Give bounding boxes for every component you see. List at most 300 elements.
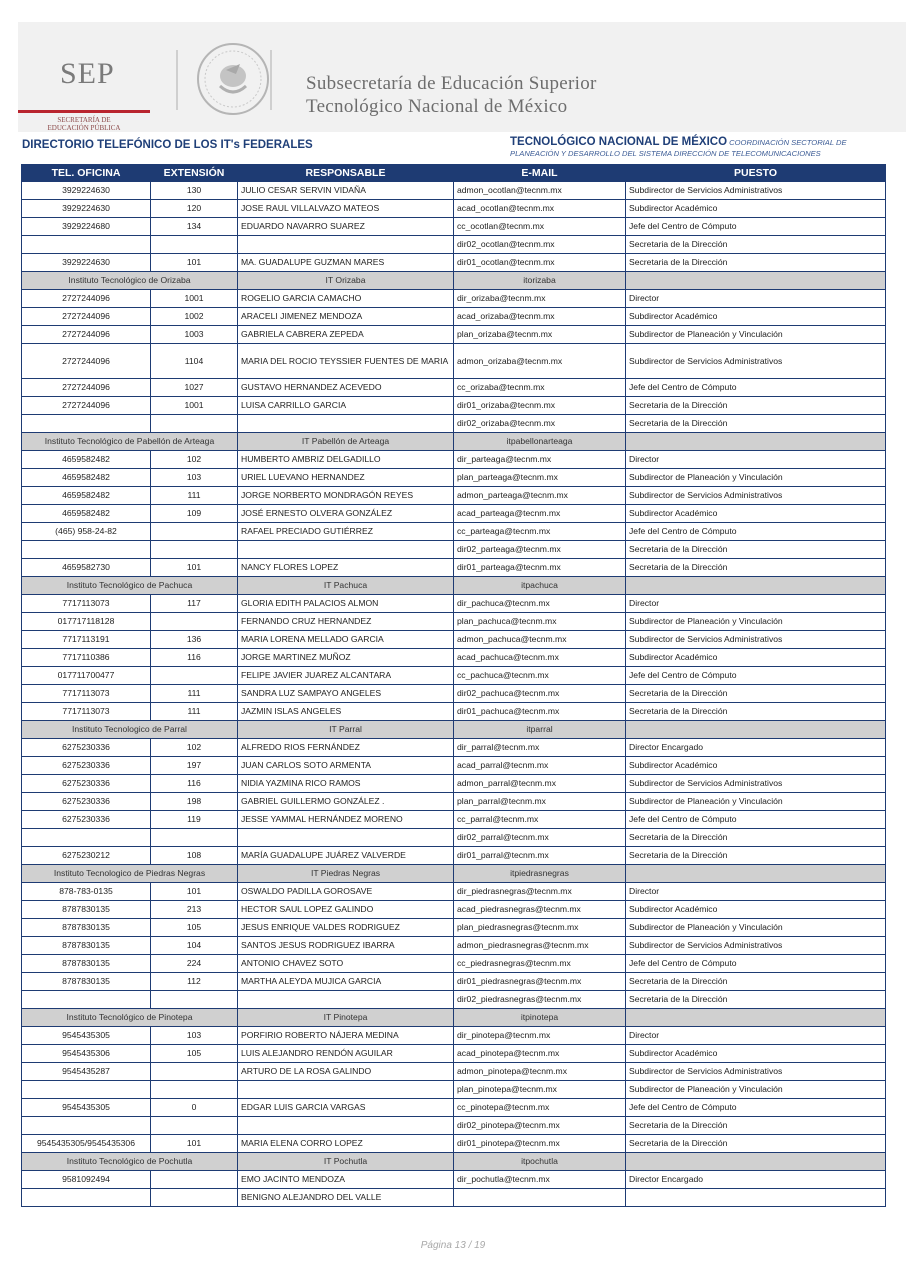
cell-puesto: Subdirector Académico: [626, 200, 886, 218]
cell-tel: 9545435287: [22, 1063, 151, 1081]
cell-puesto: Director Encargado: [626, 1171, 886, 1189]
table-row: [22, 631, 886, 649]
cell-responsable: ARTURO DE LA ROSA GALINDO: [238, 1063, 454, 1081]
cell-ext: [151, 1117, 238, 1135]
cell-ext: 1027: [151, 379, 238, 397]
institute-row: [22, 721, 886, 739]
table-row: [22, 955, 886, 973]
cell-responsable: URIEL LUEVANO HERNANDEZ: [238, 469, 454, 487]
cell-email[interactable]: dir_parral@tecnm.mx: [454, 739, 626, 757]
cell-puesto: Subdirector Académico: [626, 505, 886, 523]
cell-responsable: JORGE MARTINEZ MUÑOZ: [238, 649, 454, 667]
cell-puesto: Subdirector de Planeación y Vinculación: [626, 793, 886, 811]
table-row: [22, 811, 886, 829]
cell-puesto: Secretaria de la Dirección: [626, 559, 886, 577]
cell-tel: 4659582482: [22, 505, 151, 523]
cell-ext: 198: [151, 793, 238, 811]
cell-ext: [151, 829, 238, 847]
table-row: [22, 649, 886, 667]
cell-ext: [151, 541, 238, 559]
cell-puesto: Secretaria de la Dirección: [626, 991, 886, 1009]
cell-responsable: GUSTAVO HERNANDEZ ACEVEDO: [238, 379, 454, 397]
cell-ext: 213: [151, 901, 238, 919]
cell-tel: 7717110386: [22, 649, 151, 667]
table-body: [22, 182, 886, 1207]
cell-puesto: Secretaria de la Dirección: [626, 829, 886, 847]
institute-name: Instituto Tecnológico de Pinotepa: [22, 1009, 238, 1027]
table-row: [22, 1063, 886, 1081]
cell-email[interactable]: dir_pinotepa@tecnm.mx: [454, 1027, 626, 1045]
column-header-tel: TEL. OFICINA: [22, 165, 151, 182]
cell-tel: 6275230336: [22, 739, 151, 757]
cell-ext: 1002: [151, 308, 238, 326]
column-header-email: E-MAIL: [454, 165, 626, 182]
cell-puesto: Subdirector Académico: [626, 1045, 886, 1063]
cell-email[interactable]: dir_orizaba@tecnm.mx: [454, 290, 626, 308]
institute-domain: itpochutla: [454, 1153, 626, 1171]
cell-tel: 2727244096: [22, 326, 151, 344]
cell-email[interactable]: dir01_ocotlan@tecnm.mx: [454, 254, 626, 272]
institute-domain: itparral: [454, 721, 626, 739]
empty-cell: [626, 1009, 886, 1027]
cell-puesto: Director: [626, 1027, 886, 1045]
cell-tel: 8787830135: [22, 919, 151, 937]
column-header-responsable: RESPONSABLE: [238, 165, 454, 182]
cell-puesto: Subdirector Académico: [626, 649, 886, 667]
table-row: [22, 703, 886, 721]
cell-tel: 7717113073: [22, 595, 151, 613]
cell-puesto: Jefe del Centro de Cómputo: [626, 1099, 886, 1117]
cell-puesto: Director: [626, 451, 886, 469]
cell-responsable: RAFAEL PRECIADO GUTIÉRREZ: [238, 523, 454, 541]
cell-email[interactable]: cc_parral@tecnm.mx: [454, 811, 626, 829]
cell-email[interactable]: cc_pinotepa@tecnm.mx: [454, 1099, 626, 1117]
cell-email[interactable]: dir_pachuca@tecnm.mx: [454, 595, 626, 613]
cell-email[interactable]: dir_piedrasnegras@tecnm.mx: [454, 883, 626, 901]
cell-tel: 9545435305/9545435306: [22, 1135, 151, 1153]
table-row: [22, 523, 886, 541]
cell-tel: 2727244096: [22, 308, 151, 326]
cell-tel: [22, 1189, 151, 1207]
cell-puesto: [626, 1189, 886, 1207]
institute-name: Instituto Tecnologico de Piedras Negras: [22, 865, 238, 883]
cell-email[interactable]: cc_ocotlan@tecnm.mx: [454, 218, 626, 236]
cell-tel: 7717113073: [22, 703, 151, 721]
cell-email[interactable]: plan_pachuca@tecnm.mx: [454, 613, 626, 631]
cell-tel: 4659582730: [22, 559, 151, 577]
cell-puesto: Subdirector de Planeación y Vinculación: [626, 469, 886, 487]
cell-responsable: [238, 1081, 454, 1099]
cell-ext: 111: [151, 703, 238, 721]
cell-ext: 224: [151, 955, 238, 973]
cell-responsable: ROGELIO GARCIA CAMACHO: [238, 290, 454, 308]
cell-tel: [22, 1081, 151, 1099]
cell-responsable: PORFIRIO ROBERTO NÁJERA MEDINA: [238, 1027, 454, 1045]
directory-title: DIRECTORIO TELEFÓNICO DE LOS IT's FEDERALES: [22, 139, 313, 151]
cell-email[interactable]: acad_pachuca@tecnm.mx: [454, 649, 626, 667]
cell-responsable: JOSE RAUL VILLALVAZO MATEOS: [238, 200, 454, 218]
tecnm-title: TECNOLÓGICO NACIONAL DE MÉXICO: [510, 136, 728, 148]
cell-ext: 104: [151, 937, 238, 955]
cell-ext: 109: [151, 505, 238, 523]
cell-email[interactable]: plan_parteaga@tecnm.mx: [454, 469, 626, 487]
cell-email[interactable]: dir02_orizaba@tecnm.mx: [454, 415, 626, 433]
national-seal-icon: [196, 42, 270, 116]
cell-ext: 130: [151, 182, 238, 200]
institute-short-name: IT Pinotepa: [238, 1009, 454, 1027]
cell-tel: [22, 829, 151, 847]
cell-ext: [151, 236, 238, 254]
cell-responsable: NANCY FLORES LOPEZ: [238, 559, 454, 577]
cell-ext: 116: [151, 649, 238, 667]
cell-responsable: EDGAR LUIS GARCIA VARGAS: [238, 1099, 454, 1117]
logo-divider: [176, 50, 178, 110]
cell-tel: (465) 958-24-82: [22, 523, 151, 541]
cell-ext: 101: [151, 559, 238, 577]
cell-puesto: Director: [626, 883, 886, 901]
table-row: [22, 991, 886, 1009]
cell-email[interactable]: admon_orizaba@tecnm.mx: [454, 344, 626, 379]
institute-name: Instituto Tecnológico de Pochutla: [22, 1153, 238, 1171]
sep-logo-subtitle: SECRETARÍA DE EDUCACIÓN PÚBLICA: [47, 116, 121, 132]
cell-ext: [151, 1189, 238, 1207]
column-header-ext: EXTENSIÓN: [151, 165, 238, 182]
cell-responsable: EDUARDO NAVARRO SUAREZ: [238, 218, 454, 236]
cell-email: [454, 1189, 626, 1207]
table-row: [22, 541, 886, 559]
cell-puesto: Secretaria de la Dirección: [626, 254, 886, 272]
sep-logo-text: SEP: [60, 57, 115, 90]
tecnm-heading: [510, 137, 886, 159]
table-row: [22, 595, 886, 613]
table-row: [22, 1099, 886, 1117]
directory-table: [21, 164, 886, 1207]
cell-email[interactable]: acad_parral@tecnm.mx: [454, 757, 626, 775]
cell-puesto: Subdirector de Servicios Administrativos: [626, 937, 886, 955]
cell-email[interactable]: acad_parteaga@tecnm.mx: [454, 505, 626, 523]
banner-line-1: Subsecretaría de Educación Superior: [306, 73, 597, 94]
cell-ext: [151, 667, 238, 685]
table-row: [22, 326, 886, 344]
institute-name: Instituto Tecnológico de Pabellón de Arteaga: [22, 433, 238, 451]
cell-puesto: Secretaria de la Dirección: [626, 397, 886, 415]
cell-email[interactable]: cc_pachuca@tecnm.mx: [454, 667, 626, 685]
cell-responsable: GABRIEL GUILLERMO GONZÁLEZ .: [238, 793, 454, 811]
institute-short-name: IT Pochutla: [238, 1153, 454, 1171]
cell-responsable: MARIA LORENA MELLADO GARCIA: [238, 631, 454, 649]
cell-email[interactable]: plan_pinotepa@tecnm.mx: [454, 1081, 626, 1099]
cell-email[interactable]: plan_orizaba@tecnm.mx: [454, 326, 626, 344]
cell-tel: 6275230336: [22, 775, 151, 793]
cell-responsable: JAZMIN ISLAS ANGELES: [238, 703, 454, 721]
empty-cell: [626, 865, 886, 883]
cell-responsable: GLORIA EDITH PALACIOS ALMON: [238, 595, 454, 613]
cell-puesto: Secretaria de la Dirección: [626, 1135, 886, 1153]
cell-ext: 136: [151, 631, 238, 649]
cell-responsable: MARIA DEL ROCIO TEYSSIER FUENTES DE MARIA: [238, 344, 454, 379]
cell-ext: [151, 613, 238, 631]
seal-divider: [270, 50, 272, 110]
cell-ext: 119: [151, 811, 238, 829]
cell-tel: [22, 236, 151, 254]
cell-responsable: MARIA ELENA CORRO LOPEZ: [238, 1135, 454, 1153]
cell-email[interactable]: plan_piedrasnegras@tecnm.mx: [454, 919, 626, 937]
cell-responsable: MARÍA GUADALUPE JUÁREZ VALVERDE: [238, 847, 454, 865]
cell-ext: 101: [151, 1135, 238, 1153]
cell-tel: 2727244096: [22, 344, 151, 379]
cell-tel: 8787830135: [22, 901, 151, 919]
cell-tel: 9545435305: [22, 1027, 151, 1045]
cell-puesto: Subdirector de Servicios Administrativos: [626, 631, 886, 649]
table-row: [22, 236, 886, 254]
institute-domain: itpinotepa: [454, 1009, 626, 1027]
cell-email[interactable]: cc_piedrasnegras@tecnm.mx: [454, 955, 626, 973]
sep-logo: [18, 22, 178, 132]
table-row: [22, 613, 886, 631]
cell-tel: 9581092494: [22, 1171, 151, 1189]
cell-tel: 9545435306: [22, 1045, 151, 1063]
table-row: [22, 829, 886, 847]
cell-ext: 117: [151, 595, 238, 613]
banner-line-2: Tecnológico Nacional de México: [306, 96, 568, 117]
cell-email[interactable]: acad_orizaba@tecnm.mx: [454, 308, 626, 326]
cell-responsable: LUIS ALEJANDRO RENDÓN AGUILAR: [238, 1045, 454, 1063]
cell-tel: 8787830135: [22, 937, 151, 955]
cell-email[interactable]: dir_pochutla@tecnm.mx: [454, 1171, 626, 1189]
cell-responsable: LUISA CARRILLO GARCIA: [238, 397, 454, 415]
cell-email[interactable]: dir_parteaga@tecnm.mx: [454, 451, 626, 469]
cell-puesto: Director: [626, 290, 886, 308]
cell-puesto: Jefe del Centro de Cómputo: [626, 218, 886, 236]
table-row: [22, 883, 886, 901]
cell-puesto: Secretaria de la Dirección: [626, 415, 886, 433]
cell-puesto: Subdirector de Servicios Administrativos: [626, 182, 886, 200]
cell-email[interactable]: plan_parral@tecnm.mx: [454, 793, 626, 811]
cell-email[interactable]: dir01_piedrasnegras@tecnm.mx: [454, 973, 626, 991]
cell-ext: 102: [151, 451, 238, 469]
table-row: [22, 1171, 886, 1189]
cell-puesto: Secretaria de la Dirección: [626, 1117, 886, 1135]
cell-responsable: GABRIELA CABRERA ZEPEDA: [238, 326, 454, 344]
cell-responsable: [238, 236, 454, 254]
cell-ext: 111: [151, 685, 238, 703]
table-row: [22, 379, 886, 397]
cell-ext: 1104: [151, 344, 238, 379]
cell-responsable: JESUS ENRIQUE VALDES RODRIGUEZ: [238, 919, 454, 937]
table-row: [22, 775, 886, 793]
institute-row: [22, 577, 886, 595]
cell-tel: 6275230336: [22, 811, 151, 829]
cell-email[interactable]: dir02_parteaga@tecnm.mx: [454, 541, 626, 559]
cell-puesto: Subdirector de Planeación y Vinculación: [626, 1081, 886, 1099]
cell-responsable: [238, 829, 454, 847]
cell-responsable: ANTONIO CHAVEZ SOTO: [238, 955, 454, 973]
cell-ext: [151, 1171, 238, 1189]
institute-name: Instituto Tecnológico de Orizaba: [22, 272, 238, 290]
cell-tel: [22, 541, 151, 559]
cell-email[interactable]: cc_orizaba@tecnm.mx: [454, 379, 626, 397]
cell-ext: [151, 523, 238, 541]
tecnm-subtitle: COORDINACIÓN SECTORIAL DE PLANEACIÓN Y DESARROLLO DEL SISTEMA DIRECCIÓN DE TELECOMUNICACIONES: [510, 138, 847, 158]
table-row: [22, 415, 886, 433]
cell-puesto: Subdirector Académico: [626, 901, 886, 919]
cell-email[interactable]: dir02_parral@tecnm.mx: [454, 829, 626, 847]
cell-puesto: Subdirector de Servicios Administrativos: [626, 1063, 886, 1081]
cell-email[interactable]: cc_parteaga@tecnm.mx: [454, 523, 626, 541]
cell-puesto: Secretaria de la Dirección: [626, 685, 886, 703]
cell-email[interactable]: acad_pinotepa@tecnm.mx: [454, 1045, 626, 1063]
table-row: [22, 847, 886, 865]
cell-email[interactable]: acad_ocotlan@tecnm.mx: [454, 200, 626, 218]
cell-tel: 6275230212: [22, 847, 151, 865]
cell-responsable: JULIO CESAR SERVIN VIDAÑA: [238, 182, 454, 200]
cell-email[interactable]: dir01_pinotepa@tecnm.mx: [454, 1135, 626, 1153]
cell-email[interactable]: admon_pachuca@tecnm.mx: [454, 631, 626, 649]
table-row: [22, 685, 886, 703]
cell-email[interactable]: dir02_ocotlan@tecnm.mx: [454, 236, 626, 254]
sep-logo-bar: [18, 110, 150, 113]
cell-ext: 197: [151, 757, 238, 775]
cell-email[interactable]: dir01_parral@tecnm.mx: [454, 847, 626, 865]
table-row: [22, 1135, 886, 1153]
institute-short-name: IT Parral: [238, 721, 454, 739]
cell-puesto: Subdirector de Planeación y Vinculación: [626, 613, 886, 631]
cell-ext: 0: [151, 1099, 238, 1117]
table-row: [22, 487, 886, 505]
cell-responsable: [238, 415, 454, 433]
cell-ext: [151, 1063, 238, 1081]
cell-puesto: Jefe del Centro de Cómputo: [626, 667, 886, 685]
cell-tel: 4659582482: [22, 451, 151, 469]
institute-short-name: IT Pachuca: [238, 577, 454, 595]
institute-short-name: IT Piedras Negras: [238, 865, 454, 883]
cell-tel: 2727244096: [22, 290, 151, 308]
cell-puesto: Director Encargado: [626, 739, 886, 757]
cell-puesto: Subdirector de Servicios Administrativos: [626, 487, 886, 505]
cell-tel: 3929224630: [22, 200, 151, 218]
cell-responsable: MARTHA ALEYDA MUJICA GARCIA: [238, 973, 454, 991]
cell-tel: [22, 415, 151, 433]
cell-puesto: Secretaria de la Dirección: [626, 541, 886, 559]
table-header-row: [22, 165, 886, 182]
table-row: [22, 451, 886, 469]
cell-tel: 3929224630: [22, 254, 151, 272]
cell-responsable: [238, 1117, 454, 1135]
cell-tel: 3929224630: [22, 182, 151, 200]
table-row: [22, 218, 886, 236]
table-row: [22, 793, 886, 811]
cell-ext: 101: [151, 254, 238, 272]
table-row: [22, 1081, 886, 1099]
table-row: [22, 290, 886, 308]
cell-responsable: JORGE NORBERTO MONDRAGÓN REYES: [238, 487, 454, 505]
cell-responsable: SANTOS JESUS RODRIGUEZ IBARRA: [238, 937, 454, 955]
institute-row: [22, 865, 886, 883]
table-row: [22, 505, 886, 523]
cell-email[interactable]: dir01_orizaba@tecnm.mx: [454, 397, 626, 415]
institute-row: [22, 1009, 886, 1027]
table-row: [22, 200, 886, 218]
cell-ext: 134: [151, 218, 238, 236]
table-row: [22, 919, 886, 937]
cell-puesto: Director: [626, 595, 886, 613]
table-row: [22, 667, 886, 685]
cell-ext: [151, 991, 238, 1009]
cell-tel: 4659582482: [22, 487, 151, 505]
cell-email[interactable]: dir02_piedrasnegras@tecnm.mx: [454, 991, 626, 1009]
empty-cell: [626, 272, 886, 290]
cell-responsable: [238, 991, 454, 1009]
cell-ext: 102: [151, 739, 238, 757]
cell-ext: 108: [151, 847, 238, 865]
cell-ext: 116: [151, 775, 238, 793]
empty-cell: [626, 577, 886, 595]
table-row: [22, 739, 886, 757]
table-row: [22, 344, 886, 379]
table-row: [22, 1027, 886, 1045]
cell-responsable: NIDIA YAZMINA RICO RAMOS: [238, 775, 454, 793]
cell-ext: 105: [151, 1045, 238, 1063]
institute-row: [22, 1153, 886, 1171]
header-banner: [18, 22, 906, 132]
cell-ext: 101: [151, 883, 238, 901]
cell-email[interactable]: dir02_pachuca@tecnm.mx: [454, 685, 626, 703]
cell-tel: 2727244096: [22, 379, 151, 397]
cell-puesto: Jefe del Centro de Cómputo: [626, 379, 886, 397]
cell-ext: 120: [151, 200, 238, 218]
cell-responsable: BENIGNO ALEJANDRO DEL VALLE: [238, 1189, 454, 1207]
table-row: [22, 1045, 886, 1063]
cell-email[interactable]: admon_pinotepa@tecnm.mx: [454, 1063, 626, 1081]
cell-email[interactable]: acad_piedrasnegras@tecnm.mx: [454, 901, 626, 919]
cell-responsable: ALFREDO RIOS FERNÁNDEZ: [238, 739, 454, 757]
cell-email[interactable]: admon_parteaga@tecnm.mx: [454, 487, 626, 505]
cell-puesto: Subdirector de Servicios Administrativos: [626, 775, 886, 793]
cell-responsable: [238, 541, 454, 559]
table-row: [22, 308, 886, 326]
table-row: [22, 757, 886, 775]
cell-email[interactable]: admon_ocotlan@tecnm.mx: [454, 182, 626, 200]
cell-puesto: Subdirector Académico: [626, 308, 886, 326]
cell-ext: 1001: [151, 290, 238, 308]
table-row: [22, 973, 886, 991]
cell-puesto: Jefe del Centro de Cómputo: [626, 811, 886, 829]
cell-ext: 1003: [151, 326, 238, 344]
page-number: Página 13 / 19: [420, 1240, 486, 1251]
cell-responsable: ARACELI JIMENEZ MENDOZA: [238, 308, 454, 326]
cell-ext: 103: [151, 469, 238, 487]
empty-cell: [626, 721, 886, 739]
institute-domain: itpiedrasnegras: [454, 865, 626, 883]
cell-email[interactable]: dir01_parteaga@tecnm.mx: [454, 559, 626, 577]
cell-tel: 9545435305: [22, 1099, 151, 1117]
institute-row: [22, 272, 886, 290]
table-row: [22, 1117, 886, 1135]
institute-name: Instituto Tecnologico de Parral: [22, 721, 238, 739]
cell-responsable: JUAN CARLOS SOTO ARMENTA: [238, 757, 454, 775]
cell-email[interactable]: admon_parral@tecnm.mx: [454, 775, 626, 793]
cell-tel: [22, 1117, 151, 1135]
cell-tel: 8787830135: [22, 955, 151, 973]
cell-tel: [22, 991, 151, 1009]
cell-email[interactable]: dir01_pachuca@tecnm.mx: [454, 703, 626, 721]
table-row: [22, 254, 886, 272]
cell-email[interactable]: admon_piedrasnegras@tecnm.mx: [454, 937, 626, 955]
table-row: [22, 469, 886, 487]
cell-puesto: Secretaria de la Dirección: [626, 847, 886, 865]
cell-puesto: Secretaria de la Dirección: [626, 703, 886, 721]
cell-email[interactable]: dir02_pinotepa@tecnm.mx: [454, 1117, 626, 1135]
